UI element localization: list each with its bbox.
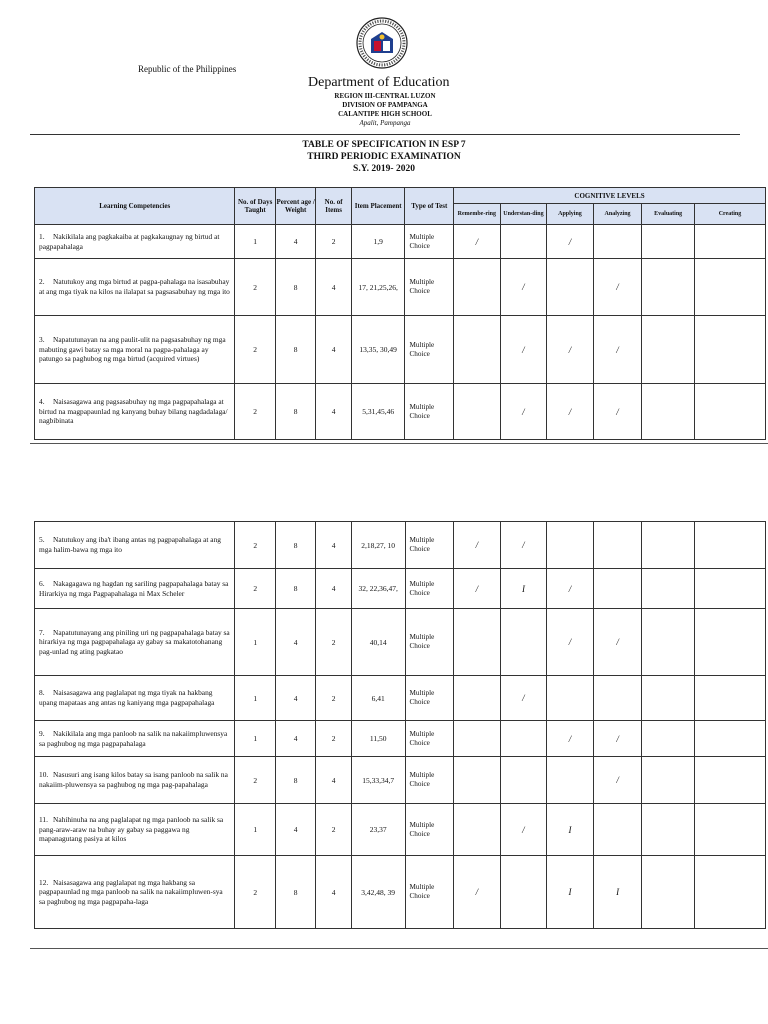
percent-cell: 4: [275, 676, 315, 721]
level-mark-cell: [454, 609, 501, 676]
table-row: [35, 856, 766, 929]
test-type-cell: Multiple Choice: [405, 225, 454, 259]
competency-text: Nakagagawa ng hagdan ng sariling pagpapahalaga batay sa Hirarkiya ng mga Pagpapahalaga ni Max Scheler: [39, 578, 229, 598]
level-mark-cell: [642, 225, 695, 259]
level-mark-cell: [593, 522, 642, 569]
placement-cell: 6,41: [351, 676, 405, 721]
level-mark-cell: [642, 721, 695, 757]
test-type-cell: Multiple Choice: [405, 721, 454, 757]
level-mark-cell: /: [454, 569, 501, 609]
percent-cell: 8: [275, 316, 315, 384]
competency-cell: [35, 522, 235, 569]
document-title: TABLE OF SPECIFICATION IN ESP 7: [302, 140, 466, 150]
level-mark-cell: [642, 856, 695, 929]
division-label: DIVISION OF PAMPANGA: [342, 101, 428, 109]
table-row: [35, 316, 766, 384]
level-mark-cell: /: [593, 384, 642, 440]
placement-cell: 32, 22,36,47,: [351, 569, 405, 609]
header-divider: [30, 134, 740, 135]
test-type-cell: Multiple Choice: [405, 676, 454, 721]
level-mark-cell: /: [593, 259, 642, 316]
school-year: S.Y. 2019- 2020: [353, 164, 415, 174]
days-cell: 1: [235, 804, 275, 856]
competency-cell: [35, 225, 235, 259]
footer-line: [30, 948, 768, 949]
level-mark-cell: /: [547, 316, 594, 384]
level-mark-cell: /: [593, 316, 642, 384]
level-mark-cell: [695, 856, 766, 929]
level-mark-cell: /: [547, 384, 594, 440]
competency-number: 1.: [39, 231, 45, 241]
days-cell: 2: [235, 856, 275, 929]
competency-cell: [35, 804, 235, 856]
placement-cell: 2,18,27, 10: [351, 522, 405, 569]
competency-number: 10.: [39, 770, 49, 780]
level-mark-cell: [642, 609, 695, 676]
placement-cell: 40,14: [351, 609, 405, 676]
level-mark-cell: /: [547, 609, 594, 676]
competency-number: 5.: [39, 535, 45, 545]
days-cell: 2: [235, 316, 275, 384]
level-mark-cell: [454, 316, 501, 384]
days-cell: 1: [235, 721, 275, 757]
level-mark-cell: [695, 804, 766, 856]
cognitive-levels-header: COGNITIVE LEVELS: [454, 188, 766, 204]
competency-text: Nakikilala ang mga panloob na salik na nakaiimpluwensya sa paghubog ng mga pagpapahalaga: [39, 728, 228, 748]
placement-cell: 1,9: [351, 225, 405, 259]
competency-cell: [35, 757, 235, 804]
items-cell: 4: [316, 259, 351, 316]
level-mark-cell: [695, 609, 766, 676]
items-cell: 4: [316, 757, 351, 804]
percent-cell: 4: [275, 804, 315, 856]
page-break-line: [30, 443, 768, 444]
level-mark-cell: [593, 676, 642, 721]
competency-number: 4.: [39, 397, 45, 407]
placement-cell: 13,35, 30,49: [351, 316, 405, 384]
competency-text: Naisasagawa ang pagsasabuhay ng mga pagpapahalaga at birtud na magpapaunlad ng kanyang buhay bilang nagdadalaga/ nagbibinata: [39, 397, 228, 426]
level-mark-cell: [454, 259, 501, 316]
competency-cell: [35, 721, 235, 757]
level-mark-cell: [454, 384, 501, 440]
region-label: REGION III-CENTRAL LUZON: [334, 92, 436, 100]
level-mark-cell: [547, 259, 594, 316]
percent-cell: 8: [275, 259, 315, 316]
competency-text: Nakikilala ang pagkakaiba at pagkakaugnay ng birtud at pagpapahalaga: [39, 231, 220, 251]
level-header-evaluating: Evaluating: [642, 204, 695, 225]
level-mark-cell: I: [547, 856, 594, 929]
competency-text: Natutukoy ang iba't ibang antas ng pagpapahalaga at ang mga halim-bawa ng mga ito: [39, 535, 221, 554]
competency-number: 3.: [39, 335, 45, 345]
test-type-cell: Multiple Choice: [405, 804, 454, 856]
table-row: [35, 225, 766, 259]
days-cell: 2: [235, 522, 275, 569]
test-type-cell: Multiple Choice: [405, 316, 454, 384]
school-label: CALANTIPE HIGH SCHOOL: [338, 110, 432, 118]
level-mark-cell: [593, 225, 642, 259]
table-row: [35, 676, 766, 721]
level-mark-cell: [695, 676, 766, 721]
percent-cell: 4: [275, 721, 315, 757]
level-mark-cell: /: [593, 609, 642, 676]
days-cell: 1: [235, 609, 275, 676]
competency-text: Naisasagawa ang paglalapat ng mga tiyak na hakbang upang mapataas ang antas ng kaniyang mga pagpapahalaga: [39, 688, 215, 707]
competency-number: 11.: [39, 815, 48, 825]
placement-cell: 15,33,34,7: [351, 757, 405, 804]
location-label: Apalit, Pampanga: [359, 119, 411, 127]
competency-number: 9.: [39, 728, 45, 738]
level-mark-cell: [500, 225, 547, 259]
level-mark-cell: /: [500, 804, 547, 856]
level-mark-cell: [593, 804, 642, 856]
competency-number: 6.: [39, 578, 45, 588]
competency-cell: [35, 259, 235, 316]
level-mark-cell: I: [593, 856, 642, 929]
table-row: [35, 609, 766, 676]
items-cell: 2: [316, 804, 351, 856]
items-cell: 2: [316, 225, 351, 259]
placement-cell: 3,42,48, 39: [351, 856, 405, 929]
test-type-cell: Multiple Choice: [405, 856, 454, 929]
items-cell: 4: [316, 856, 351, 929]
level-mark-cell: [694, 384, 765, 440]
level-mark-cell: [694, 259, 765, 316]
table-row: [35, 757, 766, 804]
level-mark-cell: [695, 569, 766, 609]
exam-subtitle: THIRD PERIODIC EXAMINATION: [307, 152, 461, 162]
percent-cell: 8: [275, 757, 315, 804]
level-mark-cell: /: [454, 225, 501, 259]
placement-cell: 17, 21,25,26,: [351, 259, 405, 316]
items-cell: 4: [316, 316, 351, 384]
level-mark-cell: I: [547, 804, 594, 856]
competency-cell: [35, 569, 235, 609]
placement-cell: 11,50: [351, 721, 405, 757]
level-mark-cell: [593, 569, 642, 609]
placement-cell: 23,37: [351, 804, 405, 856]
level-mark-cell: [500, 757, 547, 804]
competency-number: 2.: [39, 277, 45, 287]
days-cell: 2: [235, 384, 275, 440]
level-mark-cell: /: [500, 259, 547, 316]
level-mark-cell: /: [454, 522, 501, 569]
level-mark-cell: /: [500, 316, 547, 384]
competency-number: 8.: [39, 688, 45, 698]
republic-label: Republic of the Philippines: [138, 64, 237, 74]
level-mark-cell: [695, 721, 766, 757]
level-mark-cell: [695, 757, 766, 804]
level-mark-cell: /: [593, 721, 642, 757]
level-mark-cell: [454, 721, 501, 757]
items-cell: 4: [316, 569, 351, 609]
items-cell: 2: [316, 676, 351, 721]
percent-cell: 8: [275, 856, 315, 929]
percent-cell: 8: [275, 384, 315, 440]
items-header: No. of Items: [316, 188, 351, 225]
deped-seal-icon: [356, 17, 408, 69]
percent-cell: 4: [275, 225, 315, 259]
days-header: No. of Days Taught: [235, 188, 275, 225]
items-cell: 2: [316, 721, 351, 757]
level-mark-cell: [454, 804, 501, 856]
days-cell: 1: [235, 225, 275, 259]
competency-cell: [35, 609, 235, 676]
level-mark-cell: [500, 609, 547, 676]
level-mark-cell: [500, 721, 547, 757]
competency-text: Napatutunayang ang piniling uri ng pagpapahalaga batay sa hirarkiya ng mga pagpapahalaga ay gabay sa makatotohanang pag-unlad ng ating pagkatao: [39, 627, 230, 656]
level-mark-cell: [642, 522, 695, 569]
competency-number: 7.: [39, 627, 45, 637]
level-mark-cell: [547, 522, 594, 569]
test-type-cell: Multiple Choice: [405, 384, 454, 440]
level-mark-cell: [547, 676, 594, 721]
level-mark-cell: [642, 757, 695, 804]
competency-text: Natutukoy ang mga birtud at pagpa-pahalaga na isasabuhay at ang mga tiyak na kilos na ilalapat sa pagsasabuhay ng mga ito: [39, 277, 230, 296]
test-type-cell: Multiple Choice: [405, 757, 454, 804]
test-type-cell: Multiple Choice: [405, 609, 454, 676]
test-type-cell: Multiple Choice: [405, 569, 454, 609]
level-mark-cell: [694, 225, 765, 259]
days-cell: 1: [235, 676, 275, 721]
days-cell: 2: [235, 757, 275, 804]
percent-cell: 8: [275, 569, 315, 609]
department-name: Department of Education: [308, 75, 450, 90]
level-header-analyzing: Analyzing: [593, 204, 642, 225]
test-type-cell: Multiple Choice: [405, 259, 454, 316]
placement-header: Item Placement: [351, 188, 405, 225]
competency-text: Naisasagawa ang paglalapat ng mga hakbang sa pagpapaunlad ng mga panloob na salik na nakaiimpluwen-sya sa paghubog ng mga pagpapaha-laga: [39, 877, 223, 906]
table-row: [35, 804, 766, 856]
competencies-header: Learning Competencies: [35, 188, 235, 225]
competency-cell: [35, 856, 235, 929]
test-type-cell: Multiple Choice: [405, 522, 454, 569]
specification-table-part-1: [34, 187, 766, 440]
table-row: [35, 569, 766, 609]
level-mark-cell: [642, 384, 695, 440]
competency-text: Nahihinuha na ang paglalapat ng mga panloob na salik sa pang-araw-araw na buhay ay gabay sa paggawa ng mapanagutang pasiya at kilos: [39, 815, 224, 844]
table-row: [35, 384, 766, 440]
type-header: Type of Test: [405, 188, 454, 225]
table-row: [35, 259, 766, 316]
items-cell: 4: [316, 522, 351, 569]
table-row: [35, 522, 766, 569]
percent-header: Percent age / Weight: [275, 188, 315, 225]
level-mark-cell: [547, 757, 594, 804]
level-mark-cell: /: [500, 676, 547, 721]
level-header-remembering: Remembe-ring: [454, 204, 501, 225]
level-mark-cell: [642, 316, 695, 384]
level-mark-cell: [500, 856, 547, 929]
level-header-creating: Creating: [694, 204, 765, 225]
level-mark-cell: [454, 676, 501, 721]
level-mark-cell: [695, 522, 766, 569]
days-cell: 2: [235, 259, 275, 316]
level-mark-cell: /: [547, 225, 594, 259]
competency-cell: [35, 384, 235, 440]
level-mark-cell: [694, 316, 765, 384]
level-mark-cell: [642, 569, 695, 609]
level-header-understanding: Understan-ding: [500, 204, 547, 225]
placement-cell: 5,31,45,46: [351, 384, 405, 440]
percent-cell: 8: [275, 522, 315, 569]
level-mark-cell: [642, 676, 695, 721]
specification-table-part-2: [34, 521, 766, 929]
percent-cell: 4: [275, 609, 315, 676]
competency-cell: [35, 316, 235, 384]
days-cell: 2: [235, 569, 275, 609]
items-cell: 2: [316, 609, 351, 676]
items-cell: 4: [316, 384, 351, 440]
competency-number: 12.: [39, 877, 49, 887]
level-mark-cell: /: [454, 856, 501, 929]
level-header-applying: Applying: [547, 204, 594, 225]
competency-text: Napatutunayan na ang paulit-ulit na pagsasabuhay ng mga mabuting gawi batay sa mga moral na pagpa-pahalaga ay patungo sa paghubog ng mga birtud (acquired virtues): [39, 335, 226, 364]
level-mark-cell: /: [547, 569, 594, 609]
competency-text: Nasusuri ang isang kilos batay sa isang panloob na salik na nakaiim-pluwensya sa paghubog ng mga pag-papahalaga: [39, 770, 228, 789]
competency-cell: [35, 676, 235, 721]
level-mark-cell: /: [500, 522, 547, 569]
level-mark-cell: I: [500, 569, 547, 609]
table-row: [35, 721, 766, 757]
level-mark-cell: /: [547, 721, 594, 757]
level-mark-cell: [454, 757, 501, 804]
level-mark-cell: [642, 259, 695, 316]
level-mark-cell: /: [500, 384, 547, 440]
level-mark-cell: [642, 804, 695, 856]
level-mark-cell: /: [593, 757, 642, 804]
